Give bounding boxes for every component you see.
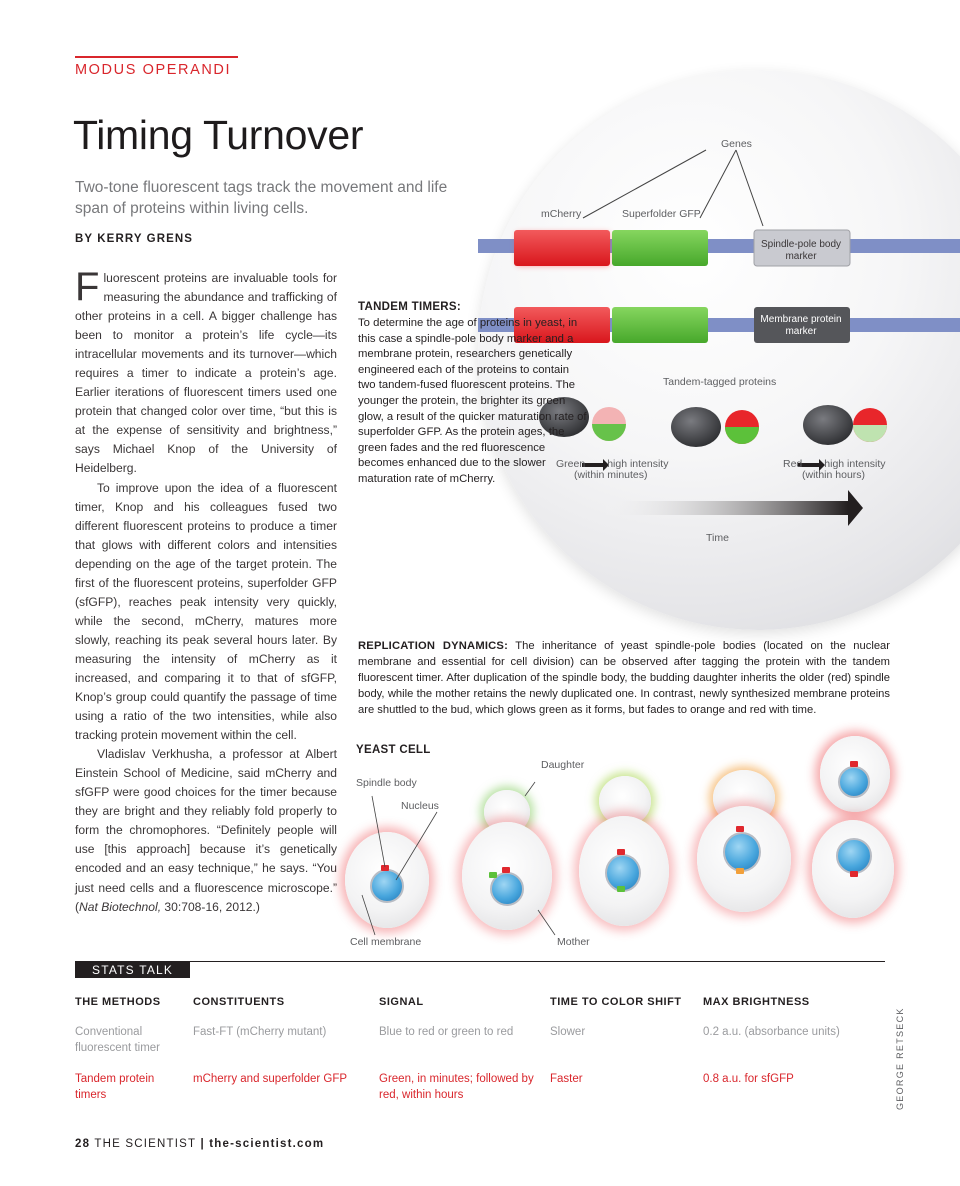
stats-row1-brightness: 0.2 a.u. (absorbance units) [703,1026,840,1038]
stats-row2-constituents: mCherry and superfolder GFP [193,1073,348,1085]
sfgfp-block-2 [612,307,708,343]
stats-header-time: TIME TO COLOR SHIFT [550,996,682,1008]
footer-separator: | [200,1138,205,1150]
stats-row2-method: Tandem protein timers [75,1073,155,1101]
spindle-body-4a [736,826,744,832]
article-body [75,265,337,917]
stats-row2-time: Faster [550,1073,583,1085]
nucleus-4 [723,832,761,872]
article-deck: Two-tone fluorescent tags track the movement and life span of proteins within living cells. [75,179,448,217]
stats-header-signal: SIGNAL [379,996,424,1008]
stats-tab-label: STATS TALK [92,963,174,977]
gene-line-3 [736,150,763,226]
gene-line-2 [700,150,736,218]
paragraph-3-text: Vladislav Verkhusha, a professor at Albert Einstein School of Medicine, said mCherry and sfGFP were good choices for the timer because they are bright and they reliably fold properly to form the chromophores. “Definitely people will use [this approach] because it’s genetically encoded and an easy technique,” he says. “You just need cells and a fluorescence microscope.” ( [75,747,337,914]
cell-membrane-label: Cell membrane [350,936,422,948]
red-note-word: Red [783,458,803,470]
daughter-cell-5 [820,736,890,812]
stats-row2-brightness: 0.8 a.u. for sfGFP [703,1073,794,1085]
stats-row1-method: Conventional fluorescent timer [75,1026,161,1054]
daughter-label: Daughter [541,759,585,771]
red-note-rest: high intensity [824,458,886,470]
header-rule [75,56,238,58]
tandem-timers-heading: TANDEM TIMERS: [358,301,462,313]
tandem-protein-old [803,405,887,445]
stats-row2-signal: Green, in minutes; followed by red, within hours [379,1073,534,1101]
spindle-body-4b [736,868,744,874]
spindle-body-5b [850,871,858,877]
time-arrow [598,501,848,515]
stats-row1-time: Slower [550,1026,586,1038]
yeast-cell-heading: YEAST CELL [356,744,431,756]
mcherry-label: mCherry [541,208,582,220]
spindle-body-5a [850,761,858,767]
time-label: Time [706,532,729,544]
replication-heading: REPLICATION DYNAMICS: [358,640,509,652]
yeast-cell-4 [697,806,791,912]
green-note-word: Green [556,458,586,470]
paragraph-1 [75,265,337,479]
sfgfp-block-1 [612,230,708,266]
nucleus-label: Nucleus [401,800,439,812]
paragraph-2: To improve upon the idea of a fluorescent timer, Knop and his colleagues fused two different fluorescent proteins to produce a timer that glows with different colors and intensities depending on the age of the target protein. The first of the fluorescent proteins, superfolder GFP (sfGFP), reaches peak intensity very quickly, while the second, mCherry, matures more slowly, reaching its peak several hours later. By measuring the intensity of mCherry as it increased, and comparing it to that of sfGFP, Knop’s group could quantify the passage of time using a ratio of the two intensities, while also tracking protein movement within the cell. [75,480,337,743]
magazine-name: THE SCIENTIST [94,1138,197,1150]
spindle-body-3b [617,886,625,892]
citation-journal: Nat Biotechnol, [79,899,162,914]
nucleus-5b [836,838,872,874]
stats-row1-constituents: Fast-FT (mCherry mutant) [193,1026,327,1038]
stats-row1-signal: Blue to red or green to red [379,1026,514,1038]
illustrator-credit: GEORGE RETSECK [895,1007,905,1110]
green-note-rest: high intensity [607,458,669,470]
mcherry-block-1 [514,230,610,266]
tandem-protein-mid [671,407,759,447]
green-note-sub: (within minutes) [574,469,648,481]
paragraph-3-end: 30:708-16, 2012.) [161,899,260,914]
page-footer [75,1138,324,1150]
stats-header-methods: THE METHODS [75,996,161,1008]
stats-rule [75,961,885,962]
spindle-marker-label: Spindle-pole body marker [760,239,842,262]
page-number: 28 [75,1138,91,1150]
tandem-timers-text: To determine the age of proteins in yeast, in this case a spindle-pole body marker and a membrane protein, researchers genetically engineered each of the proteins to contain two tandem-fused fluorescent proteins. The younger the protein, the brighter its green glow, a result of the quicker maturation rate of superfolder GFP. As the protein ages, the green fades and the red fluorescence becomes enhanced due to the slower maturation rate of mCherry. [358,317,587,485]
red-note-sub: (within hours) [802,469,866,481]
tandem-tagged-label: Tandem-tagged proteins [663,376,777,388]
mother-cell-5 [812,820,894,918]
stats-header-constituents: CONSTITUENTS [193,996,285,1008]
byline: BY KERRY GRENS [75,233,194,245]
mother-label: Mother [557,936,590,948]
replication-caption [358,638,890,718]
paragraph-3 [75,745,337,916]
footer-site: the-scientist.com [209,1138,325,1150]
sfgfp-label: Superfolder GFP [622,208,701,220]
drop-cap: F [75,265,100,309]
membrane-marker-label: Membrane protein marker [760,314,842,337]
stats-tab [75,961,190,978]
article-title: Timing Turnover [73,112,364,158]
replication-text: The inheritance of yeast spindle-pole bodies (located on the nuclear membrane and essential for cell division) can be observed after tagging the protein with the tandem fluorescent timer. After duplication of the spindle body, the budding daughter inherits the older (red) spindle body, while the mother retains the newly duplicated one. In contrast, newly synthesized membrane proteins are shuttled to the bud, which glows green as it forms, but fades to orange and red with time. [358,640,890,716]
section-label: MODUS OPERANDI [75,62,232,78]
paragraph-1-text: luorescent proteins are invaluable tools for measuring the abundance and trafficking of other proteins in a cell. A bigger challenge has been to monitor a protein’s life cycle—its intracellular movements and its turnover—which requires a timer to indicate a protein’s age. Earlier iterations of fluorescent timers used one protein that changed color over time, “but this is at the expense of sensitivity and brightness,” says Michael Knop of the University of Heidelberg. [75,271,337,476]
nucleus-5a [838,766,870,798]
time-arrowhead [848,490,863,526]
spindle-body-label: Spindle body [356,777,417,789]
spindle-body-3a [617,849,625,855]
genes-label: Genes [721,138,752,150]
stats-header-brightness: MAX BRIGHTNESS [703,996,810,1008]
